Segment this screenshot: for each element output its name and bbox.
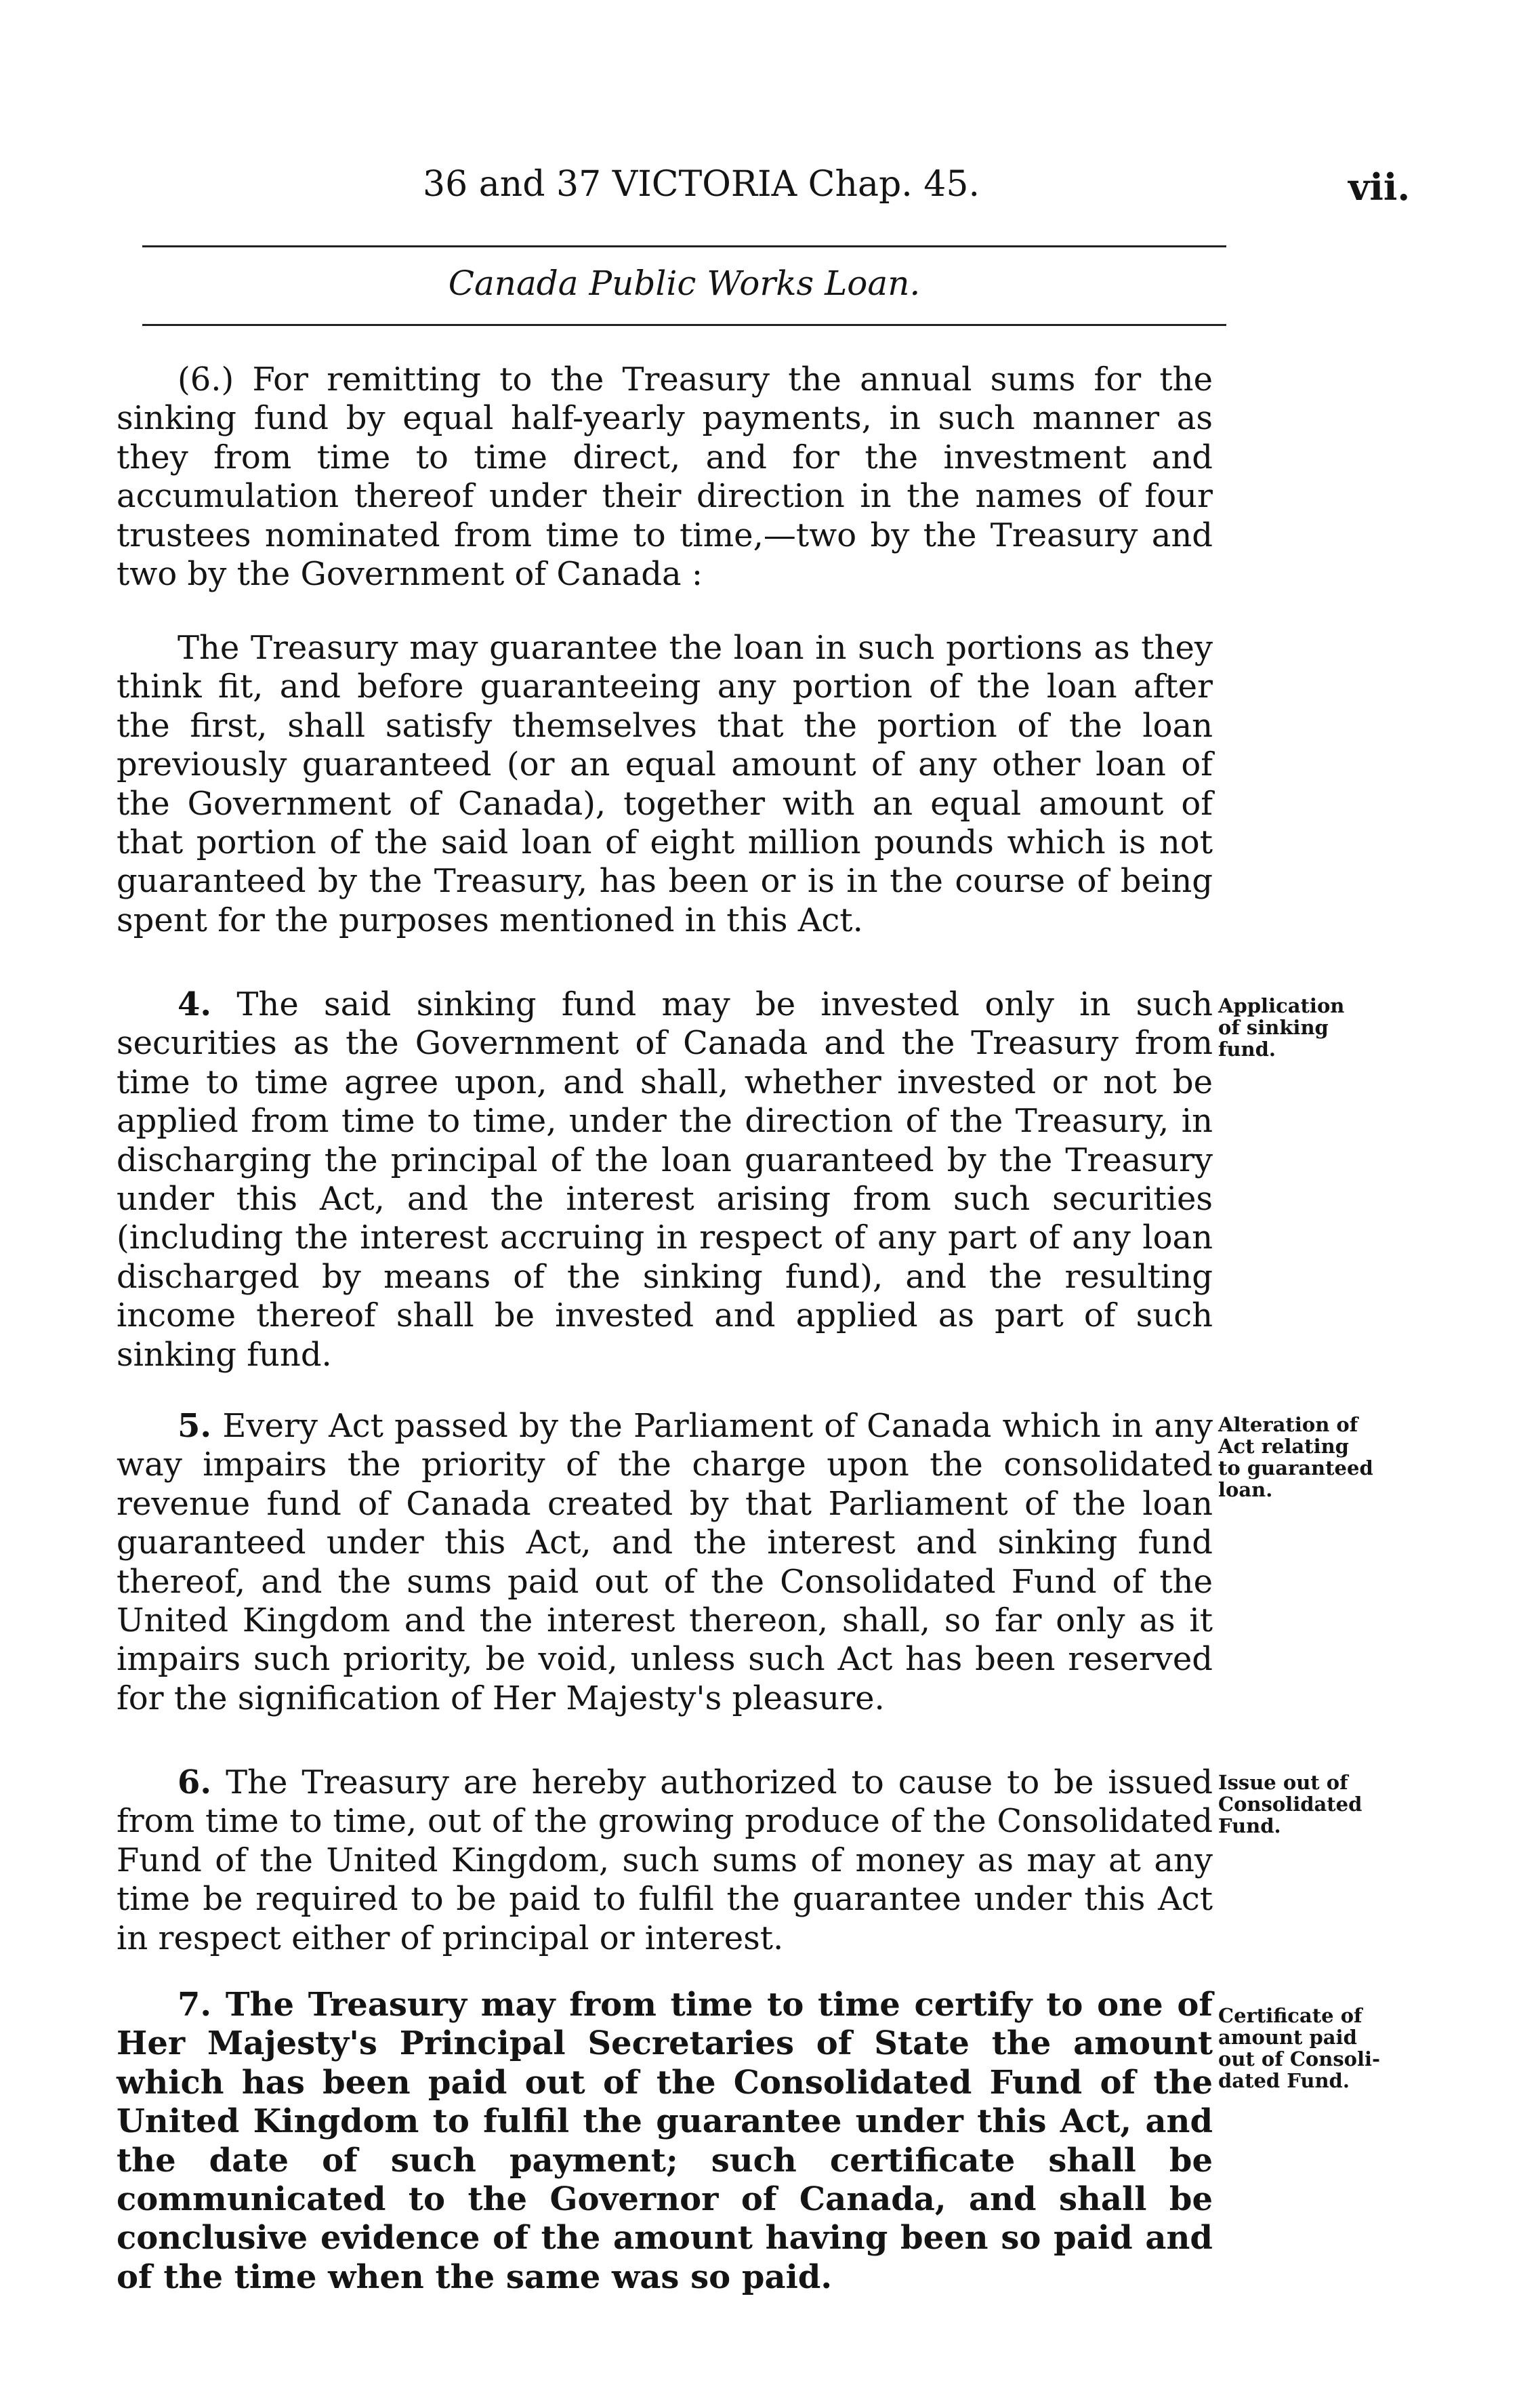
section-5-number: 5. bbox=[178, 1407, 212, 1445]
section-6-number: 6. bbox=[178, 1763, 212, 1801]
section-4 bbox=[117, 985, 1213, 1374]
margin-note-line: Act relating bbox=[1218, 1435, 1349, 1458]
section-5 bbox=[117, 1407, 1213, 1718]
margin-note-line: fund. bbox=[1218, 1038, 1276, 1061]
running-header-title: 36 and 37 VICTORIA Chap. 45. bbox=[423, 164, 980, 205]
section-7-text: The Treasury may from time to time certify to one of Her Majesty's Principal Secretaries of State the amount which has been paid out of the Consolidated Fund of the United Kingdom to fulfil the guarantee under this Act, and the date of such payment; such certificate shall be communicated to the Governor of Canada, and shall be conclusive evidence of the amount having been so paid and of the time when the same was so paid. bbox=[117, 1986, 1213, 2296]
margin-note-line: out of Consoli- bbox=[1218, 2047, 1381, 2070]
header-rule-top bbox=[142, 245, 1226, 247]
margin-note-line: of sinking bbox=[1218, 1016, 1329, 1039]
margin-note-section-4 bbox=[1218, 995, 1404, 1060]
margin-note-line: to guaranteed bbox=[1218, 1456, 1373, 1480]
section-6-text: The Treasury are hereby authorized to cause to be issued from time to time, out of the growing produce of the Consolidated Fund of the United Kingdom, such sums of money as may at any time be required to be paid to fulfil the guarantee under this Act in respect either of principal or interest. bbox=[117, 1763, 1213, 1957]
section-7 bbox=[117, 1986, 1213, 2297]
page-number: vii. bbox=[1348, 165, 1411, 209]
margin-note-section-6 bbox=[1218, 1772, 1404, 1837]
section-4-text: The said sinking fund may be invested only in such securities as the Government of Canada and the Treasury from time to time agree upon, and shall, whether invested or not be applied from time to time, under the direction of the Treasury, in discharging the principal of the loan guaranteed by the Treasury under this Act, and the interest arising from such securities (including the interest accruing in respect of any part of any loan discharged by means of the sinking fund), and the resulting income thereof shall be invested and applied as part of such sinking fund. bbox=[117, 985, 1213, 1374]
paragraph-6: (6.) For remitting to the Treasury the annual sums for the sinking fund by equal half-yearly payments, in such manner as they from time to time direct, and for the investment and accumulation thereof under their direction in the names of four trustees nominated from time to time,—two by the Treasury and two by the Government of Canada : bbox=[117, 361, 1213, 594]
section-5-text: Every Act passed by the Parliament of Canada which in any way impairs the priority of the charge upon the consolidated revenue fund of Canada created by that Parliament of the loan guaranteed under this Act, and the interest and sinking fund thereof, and the sums paid out of the Consolidated Fund of the United Kingdom and the interest thereon, shall, so far only as it impairs such priority, be void, unless such Act has been reserved for the signification of Her Majesty's pleasure. bbox=[117, 1407, 1213, 1717]
paragraph-guarantee: The Treasury may guarantee the loan in such portions as they think fit, and before guaranteeing any portion of the loan after the first, shall satisfy themselves that the portion of the loan previously guaranteed (or an equal amount of any other loan of the Government of Canada), together with an equal amount of that portion of the said loan of eight million pounds which is not guaranteed by the Treasury, has been or is in the course of being spent for the purposes mentioned in this Act. bbox=[117, 629, 1213, 939]
section-7-number: 7. bbox=[178, 1986, 212, 2024]
margin-note-line: Issue out of bbox=[1218, 1771, 1348, 1794]
margin-note-line: Application bbox=[1218, 994, 1345, 1017]
section-4-number: 4. bbox=[178, 985, 212, 1023]
margin-note-section-7 bbox=[1218, 2005, 1404, 2091]
margin-note-line: Certificate of bbox=[1218, 2004, 1362, 2027]
margin-note-line: dated Fund. bbox=[1218, 2069, 1350, 2092]
margin-note-line: Alteration of bbox=[1218, 1413, 1358, 1436]
margin-note-line: amount paid bbox=[1218, 2026, 1357, 2049]
margin-note-section-5 bbox=[1218, 1414, 1404, 1501]
margin-note-line: Fund. bbox=[1218, 1814, 1281, 1837]
header-rule-bottom bbox=[142, 324, 1226, 326]
margin-note-line: loan. bbox=[1218, 1478, 1273, 1501]
page-subtitle: Canada Public Works Loan. bbox=[448, 264, 921, 303]
margin-note-line: Consolidated bbox=[1218, 1793, 1362, 1816]
section-6 bbox=[117, 1763, 1213, 1958]
